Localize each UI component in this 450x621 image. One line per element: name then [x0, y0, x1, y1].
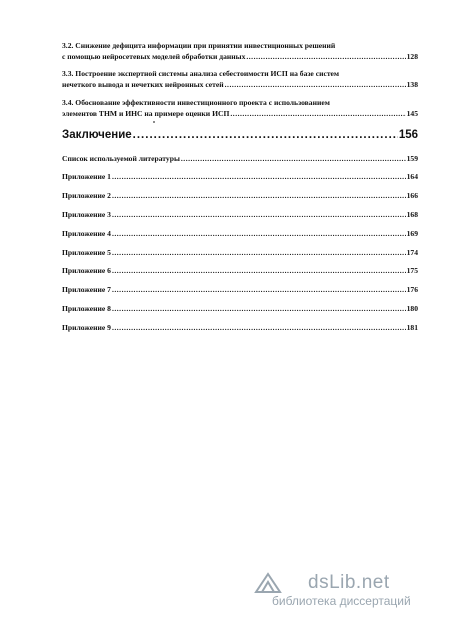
toc-page-number: 156	[398, 129, 418, 141]
toc-item-label: Приложение 4	[62, 228, 111, 238]
toc-conclusion-label: Заключение	[62, 129, 132, 141]
toc-item-label: Приложение 5	[62, 247, 111, 257]
toc-section-3-3[interactable]	[62, 68, 418, 90]
toc-page-number: 174	[406, 247, 418, 257]
toc-leader-dots	[112, 228, 406, 239]
toc-item-label: Приложение 6	[62, 266, 111, 276]
toc-section-title: 3.2. Снижение дефицита информации при принятии инвестиционных решений	[62, 41, 336, 50]
toc-item-appendix-7[interactable]	[62, 284, 418, 295]
toc-leader-dots	[133, 129, 398, 141]
toc-item-label: Приложение 2	[62, 191, 111, 201]
toc-leader-dots	[112, 322, 406, 333]
toc-leader-dots	[181, 153, 406, 164]
toc-item-appendix-3[interactable]	[62, 209, 418, 220]
dslib-logo-icon	[254, 572, 282, 594]
toc-section-title: 3.3. Построение экспертной системы анализа себестоимости ИСП на базе систем	[62, 69, 340, 78]
toc-section-title-cont: нечеткого вывода и нечетких нейронных сетей	[62, 80, 224, 89]
toc-item-appendix-9[interactable]	[62, 322, 418, 333]
toc-item-label: Список используемой литературы	[62, 153, 180, 163]
watermark-subtitle: библиотека диссертаций	[272, 594, 411, 608]
toc-item-appendix-4[interactable]	[62, 228, 418, 239]
scan-speck	[153, 121, 155, 123]
toc-leader-dots	[246, 51, 405, 62]
toc-page-number: 175	[406, 266, 418, 276]
toc-leader-dots	[112, 171, 406, 182]
toc-section-3-4[interactable]	[62, 97, 418, 119]
toc-item-label: Приложение 9	[62, 322, 111, 332]
toc-section-3-2[interactable]	[62, 40, 418, 62]
toc-item-label: Приложение 8	[62, 303, 111, 313]
toc-item-appendix-5[interactable]	[62, 247, 418, 258]
toc-page-number: 128	[406, 52, 418, 61]
toc-leader-dots	[112, 303, 406, 314]
toc-leader-dots	[112, 265, 406, 276]
toc-conclusion[interactable]	[62, 129, 418, 141]
toc-item-appendix-8[interactable]	[62, 303, 418, 314]
toc-page-number: 180	[406, 303, 418, 313]
toc-page-number: 159	[406, 153, 418, 163]
toc-page-number: 145	[406, 109, 418, 118]
toc-item-label: Приложение 1	[62, 172, 111, 182]
toc-item-references[interactable]	[62, 153, 418, 164]
toc-leader-dots	[230, 108, 405, 119]
toc-item-appendix-2[interactable]	[62, 190, 418, 201]
toc-page-number: 166	[406, 191, 418, 201]
toc-section-title: 3.4. Обоснование эффективности инвестиционного проекта с использованием	[62, 98, 330, 107]
toc-leader-dots	[112, 190, 406, 201]
toc-item-appendix-1[interactable]	[62, 171, 418, 182]
toc-item-label: Приложение 3	[62, 209, 111, 219]
toc-item-appendix-6[interactable]	[62, 265, 418, 276]
toc-page-number: 181	[406, 322, 418, 332]
toc-leader-dots	[112, 209, 406, 220]
toc-page-number: 138	[406, 80, 418, 89]
toc-item-label: Приложение 7	[62, 285, 111, 295]
toc-page-number: 168	[406, 209, 418, 219]
toc-leader-dots	[112, 284, 406, 295]
toc-leader-dots	[225, 79, 406, 90]
toc-section-title-cont: элементов ТНМ и ИНС на примере оценки ИСП	[62, 109, 230, 118]
toc-leader-dots	[112, 247, 406, 258]
toc-section-title-cont: с помощью нейросетевых моделей обработки данных	[62, 52, 246, 61]
watermark-title: dsLib.net	[308, 572, 390, 593]
toc-page-number: 169	[406, 228, 418, 238]
toc-page-number: 164	[406, 172, 418, 182]
toc-page-number: 176	[406, 285, 418, 295]
